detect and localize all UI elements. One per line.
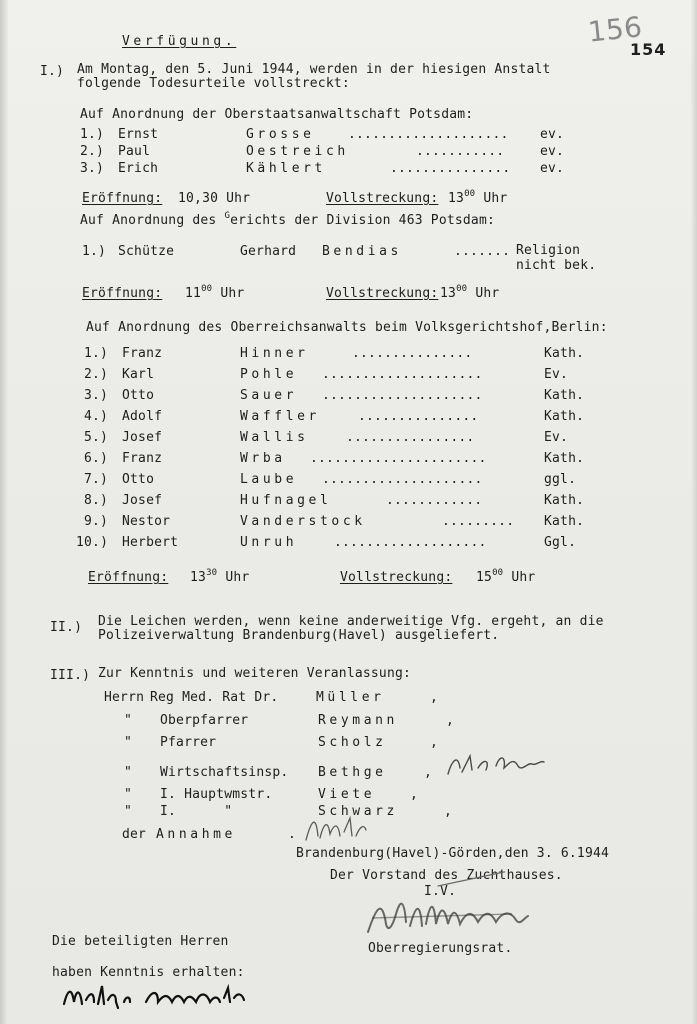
last-name: Hinner xyxy=(240,346,309,361)
page-number: 154 xyxy=(630,40,667,59)
leader-dots: ................ xyxy=(346,430,475,445)
religion: ggl. xyxy=(544,472,577,487)
row-number: 6.) xyxy=(84,451,109,466)
recipient-title: Oberpfarrer xyxy=(160,713,249,728)
recipient-end: , xyxy=(430,690,439,705)
unit: Uhr xyxy=(220,286,245,301)
leader-dots: .................... xyxy=(322,388,483,403)
recipient-prefix: " xyxy=(124,765,133,780)
leader-dots: ................... xyxy=(334,535,487,550)
religion: Ev. xyxy=(544,430,569,445)
religion: Kath. xyxy=(544,451,585,466)
religion-line-1: Religion xyxy=(516,243,581,258)
group-1-execution-label: Vollstreckung: xyxy=(326,191,439,206)
section-2-number: II.) xyxy=(50,620,83,635)
last-name: Vanderstock xyxy=(240,514,366,529)
section-1-number: I.) xyxy=(40,64,65,79)
leader-dots: ............... xyxy=(390,161,511,176)
recipient-title: Wirtschaftsinsp. xyxy=(160,765,289,780)
recipient-title: I. " xyxy=(160,804,233,819)
annahme-prefix: der xyxy=(122,827,147,842)
leader-dots: ....... xyxy=(454,244,511,259)
acknowledgement-line-1: Die beteiligten Herren xyxy=(52,934,229,949)
group-3-opening-time xyxy=(190,570,249,585)
recipient-end: , xyxy=(410,787,419,802)
leader-dots: ............... xyxy=(352,346,473,361)
acknowledgement-line-2: haben Kenntnis erhalten: xyxy=(52,965,245,980)
row-number: 3.) xyxy=(80,161,105,176)
religion: Kath. xyxy=(544,346,585,361)
last-name: Unruh xyxy=(240,535,298,550)
recipient-name: Scholz xyxy=(318,735,387,750)
leader-dots: ......... xyxy=(442,514,515,529)
unit: Uhr xyxy=(483,191,508,206)
group-3-heading: Auf Anordnung des Oberreichsanwalts beim Volksgerichtshof,Berlin: xyxy=(86,320,608,335)
first-name: Paul xyxy=(118,144,151,159)
issuing-authority: Der Vorstand des Zuchthauses. xyxy=(330,868,563,883)
recipient-prefix: " xyxy=(124,735,133,750)
recipient-name: Müller xyxy=(316,690,385,705)
scan-edge-right xyxy=(691,0,697,1024)
first-name: Josef xyxy=(122,493,163,508)
group-3-execution-time xyxy=(476,570,535,585)
handwritten-initial-mueller xyxy=(302,812,368,846)
section-1-line-2: folgende Todesurteile vollstreckt: xyxy=(77,76,350,91)
recipient-end: , xyxy=(446,713,455,728)
minutes: 00 xyxy=(201,284,213,294)
handwritten-signature xyxy=(362,888,530,944)
group-1-opening-label: Eröffnung: xyxy=(82,191,163,206)
minutes: 00 xyxy=(464,189,476,199)
religion: Kath. xyxy=(544,388,585,403)
group-3-execution-label: Vollstreckung: xyxy=(340,570,453,585)
row-number: 3.) xyxy=(84,388,109,403)
group-2-execution-label: Vollstreckung: xyxy=(326,286,439,301)
heading-superscript: G xyxy=(224,211,231,221)
hour: 13 xyxy=(190,570,207,585)
last-name: Wrba xyxy=(240,451,286,466)
row-number: 1.) xyxy=(82,244,107,259)
recipient-prefix: " xyxy=(124,787,133,802)
leader-dots: ............ xyxy=(386,493,483,508)
first-name: Franz xyxy=(122,346,163,361)
first-name: Herbert xyxy=(122,535,179,550)
leader-dots: ........... xyxy=(416,144,505,159)
deputy-mark: I.V. xyxy=(424,884,457,899)
hour: 15 xyxy=(476,570,493,585)
religion: Kath. xyxy=(544,514,585,529)
unit: Uhr xyxy=(225,570,250,585)
religion: Kath. xyxy=(544,409,585,424)
last-name: Hufnagel xyxy=(240,493,332,508)
first-name: Adolf xyxy=(122,409,163,424)
place-date: Brandenburg(Havel)-Görden,den 3. 6.1944 xyxy=(296,846,610,861)
annahme: Annahme xyxy=(156,827,236,842)
annahme-end: . xyxy=(288,827,297,842)
leader-dots: ...................... xyxy=(310,451,487,466)
section-1-line-1: Am Montag, den 5. Juni 1944, werden in der hiesigen Anstalt xyxy=(77,62,551,77)
first-name: Ernst xyxy=(118,127,159,142)
row-number: 4.) xyxy=(84,409,109,424)
leader-dots: .................... xyxy=(348,127,509,142)
row-number: 5.) xyxy=(84,430,109,445)
recipient-name: Schwarz xyxy=(318,804,398,819)
first-name: Franz xyxy=(122,451,163,466)
recipient-prefix: " xyxy=(124,713,133,728)
first-name: Gerhard xyxy=(240,244,297,259)
first-name: Otto xyxy=(122,472,155,487)
group-2-heading xyxy=(80,213,495,228)
first-name: Josef xyxy=(122,430,163,445)
religion: Kath. xyxy=(544,493,585,508)
rank: Schütze xyxy=(118,244,175,259)
last-name: Kählert xyxy=(246,161,326,176)
last-name: Sauer xyxy=(240,388,298,403)
minutes: 00 xyxy=(492,568,504,578)
last-name: Wallis xyxy=(240,430,309,445)
group-2-execution-time xyxy=(440,286,499,301)
row-number: 1.) xyxy=(84,346,109,361)
heading-part: Auf Anordnung des xyxy=(80,213,217,228)
recipient-end: , xyxy=(444,804,453,819)
first-name: Otto xyxy=(122,388,155,403)
row-number: 8.) xyxy=(84,493,109,508)
religion: Ggl. xyxy=(544,535,577,550)
recipient-prefix: " xyxy=(124,804,133,819)
first-name: Erich xyxy=(118,161,159,176)
row-number: 2.) xyxy=(80,144,105,159)
recipient-end: , xyxy=(424,765,433,780)
religion: Ev. xyxy=(544,367,569,382)
last-name: Grosse xyxy=(246,127,315,142)
group-3-opening-label: Eröffnung: xyxy=(88,570,169,585)
handwritten-stroke xyxy=(436,870,506,890)
minutes: 00 xyxy=(456,284,468,294)
row-number: 2.) xyxy=(84,367,109,382)
religion: ev. xyxy=(540,144,565,159)
pencil-page-number: 156 xyxy=(586,10,644,49)
hour: 13 xyxy=(440,286,457,301)
leader-dots: ............... xyxy=(358,409,479,424)
recipient-prefix: Herrn xyxy=(104,690,145,705)
document-title: Verfügung. xyxy=(122,34,237,49)
hour: 13 xyxy=(448,191,465,206)
handwritten-acknowledgement-signature xyxy=(60,982,250,1012)
recipient-name: Bethge xyxy=(318,765,387,780)
row-number: 7.) xyxy=(84,472,109,487)
section-2-line-2: Polizeiverwaltung Brandenburg(Havel) ausgeliefert. xyxy=(98,628,500,643)
group-2-opening-label: Eröffnung: xyxy=(82,286,163,301)
religion: ev. xyxy=(540,127,565,142)
last-name: Laube xyxy=(240,472,298,487)
recipient-name: Reymann xyxy=(318,713,398,728)
religion-line-2: nicht bek. xyxy=(516,258,597,273)
row-number: 9.) xyxy=(84,514,109,529)
unit: Uhr xyxy=(511,570,536,585)
recipient-title: I. Hauptwmstr. xyxy=(160,787,273,802)
section-2-line-1: Die Leichen werden, wenn keine anderweitige Vfg. ergeht, an die xyxy=(98,614,604,629)
signer-title: Oberregierungsrat. xyxy=(368,941,513,956)
leader-dots: .................... xyxy=(322,367,483,382)
recipient-title: Pfarrer xyxy=(160,735,217,750)
handwritten-initials-annotation xyxy=(444,748,548,782)
group-1-opening-time: 10,30 Uhr xyxy=(178,191,251,206)
recipient-name: Viete xyxy=(318,787,376,802)
recipient-end: , xyxy=(430,735,439,750)
scan-edge-left xyxy=(0,0,8,1024)
group-1-execution-time xyxy=(448,191,507,206)
religion: ev. xyxy=(540,161,565,176)
row-number: 10.) xyxy=(76,535,109,550)
first-name: Nestor xyxy=(122,514,171,529)
last-name: Bendias xyxy=(322,244,402,259)
group-1-heading: Auf Anordnung der Oberstaatsanwaltschaft Potsdam: xyxy=(80,107,474,122)
unit: Uhr xyxy=(475,286,500,301)
recipient-title: Reg Med. Rat Dr. xyxy=(150,690,279,705)
last-name: Oestreich xyxy=(246,144,349,159)
group-2-opening-time xyxy=(185,286,244,301)
section-3-line-1: Zur Kenntnis und weiteren Veranlassung: xyxy=(98,666,412,681)
last-name: Pohle xyxy=(240,367,298,382)
first-name: Karl xyxy=(122,367,155,382)
leader-dots: .................... xyxy=(322,472,483,487)
last-name: Waffler xyxy=(240,409,320,424)
minutes: 30 xyxy=(206,568,218,578)
row-number: 1.) xyxy=(80,127,105,142)
hour: 11 xyxy=(185,286,202,301)
section-3-number: III.) xyxy=(50,668,91,683)
heading-part: erichts der Division 463 Potsdam: xyxy=(230,213,496,228)
